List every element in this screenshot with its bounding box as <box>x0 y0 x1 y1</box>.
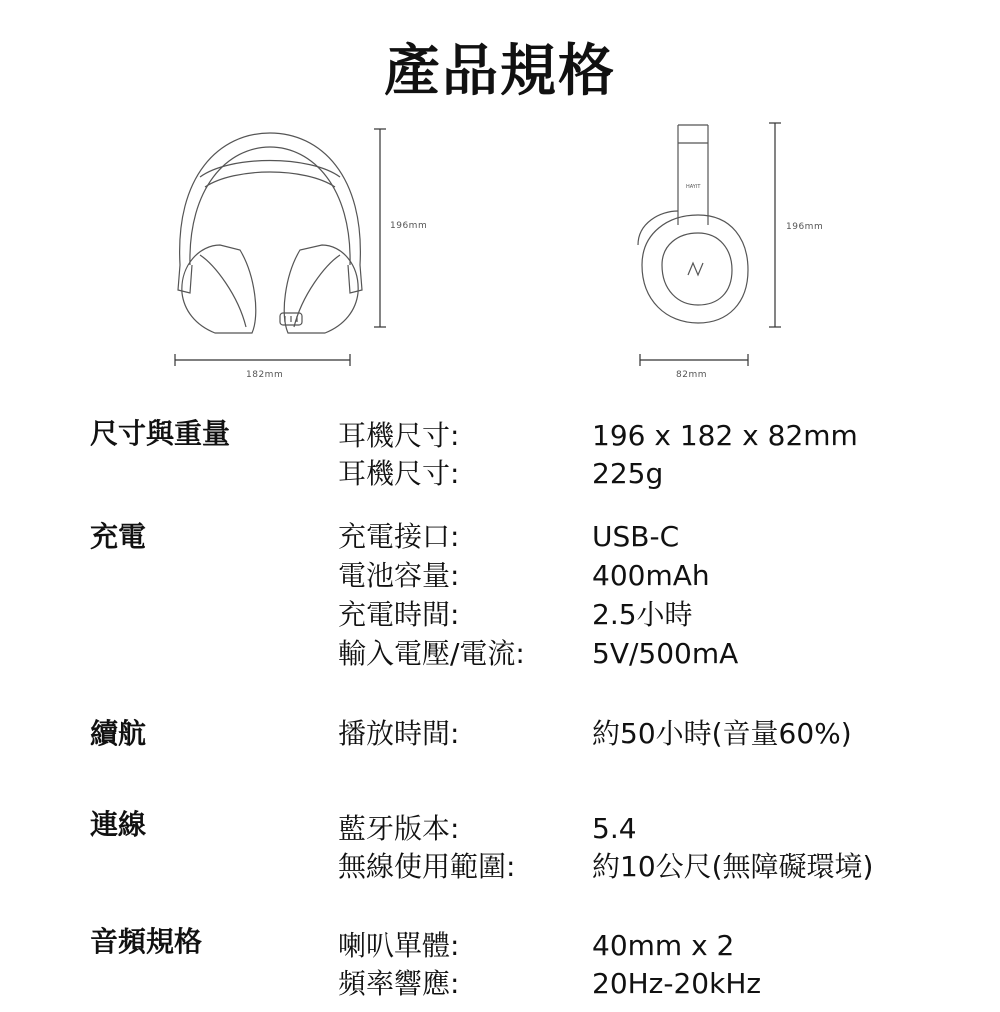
spec-label: 輸入電壓/電流: <box>338 637 525 670</box>
headphone-front-view <box>160 115 460 395</box>
spec-value: 225g <box>592 457 664 490</box>
spec-value: 400mAh <box>592 559 710 592</box>
category-label: 尺寸與重量 <box>90 417 231 450</box>
side-height-label: 196mm <box>786 222 824 232</box>
spec-value: 5.4 <box>592 812 637 845</box>
category-label: 充電 <box>90 520 147 553</box>
spec-value: 196 x 182 x 82mm <box>592 419 858 452</box>
spec-value: 2.5小時 <box>592 598 693 631</box>
spec-value: 約10公尺(無障礙環境) <box>592 850 874 883</box>
spec-value: 約50小時(音量60%) <box>592 717 852 750</box>
category-label: 續航 <box>90 717 147 750</box>
category-label: 音頻規格 <box>90 925 203 958</box>
spec-label: 頻率響應: <box>338 967 460 1000</box>
side-depth-label: 82mm <box>676 370 707 380</box>
brand-mark: HAYIT <box>686 184 701 190</box>
spec-value: USB-C <box>592 520 680 553</box>
category-label: 連線 <box>90 808 147 841</box>
spec-label: 無線使用範圍: <box>338 850 516 883</box>
spec-label: 耳機尺寸: <box>338 419 460 452</box>
spec-value: 40mm x 2 <box>592 929 735 962</box>
spec-label: 充電接口: <box>338 520 460 553</box>
spec-label: 喇叭單體: <box>338 929 460 962</box>
spec-label: 電池容量: <box>338 559 460 592</box>
headphone-front-illustration <box>160 115 460 395</box>
headphone-side-illustration <box>620 115 850 395</box>
spec-value: 5V/500mA <box>592 637 739 670</box>
spec-label: 藍牙版本: <box>338 812 460 845</box>
headphone-side-view <box>620 115 850 395</box>
front-height-label: 196mm <box>390 221 428 231</box>
spec-label: 充電時間: <box>338 598 460 631</box>
front-width-label: 182mm <box>246 370 284 380</box>
spec-label: 耳機尺寸: <box>338 457 460 490</box>
page-title: 產品規格 <box>384 39 616 104</box>
spec-value: 20Hz-20kHz <box>592 967 762 1000</box>
spec-label: 播放時間: <box>338 717 460 750</box>
